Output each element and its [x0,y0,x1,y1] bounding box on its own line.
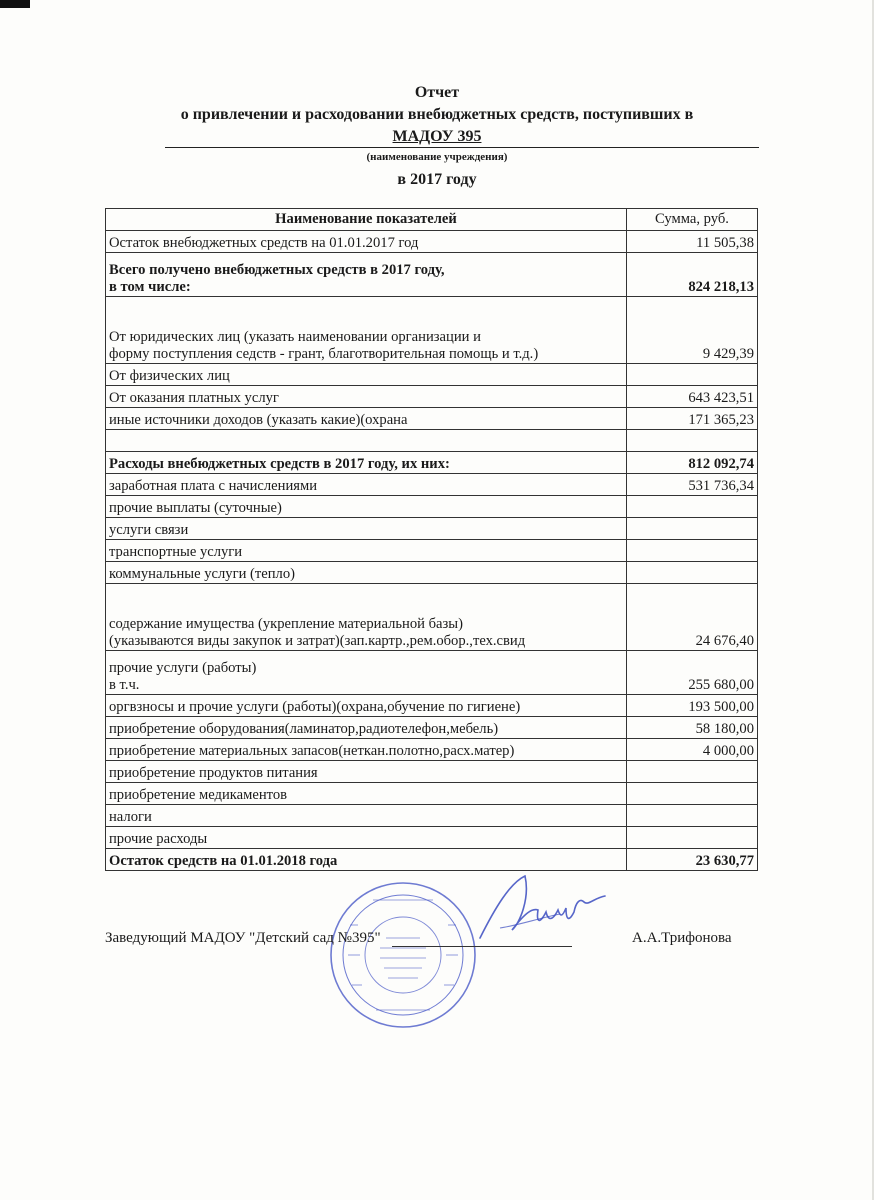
table-row [106,231,758,253]
row-label [106,717,627,739]
table-row [106,827,758,849]
row-amount: 4 000,00 [627,739,758,761]
row-label-line: в т.ч. [109,677,140,693]
row-label [106,452,627,474]
row-label-line: Остаток внебюджетных средств на 01.01.2017 год [109,235,419,251]
row-label [106,496,627,518]
row-amount: 193 500,00 [627,695,758,717]
table-row [106,452,758,474]
table-row [106,739,758,761]
row-label [106,695,627,717]
row-label-line: форму поступления седств - грант, благотворительная помощь и т.д.) [109,346,539,362]
row-label [106,253,627,297]
table-header-row [106,209,758,231]
row-label-line: приобретение материальных запасов(неткан.полотно,расх.матер) [109,743,515,759]
row-amount [627,430,758,452]
row-amount [627,364,758,386]
row-amount [627,518,758,540]
row-label-line: приобретение оборудования(ламинатор,радиотелефон,мебель) [109,721,499,737]
table-row [106,496,758,518]
signature-rule [392,946,572,947]
row-label [106,474,627,496]
handwritten-signature [470,868,610,948]
table-row [106,805,758,827]
row-label [106,408,627,430]
row-amount: 11 505,38 [627,231,758,253]
row-label-line: прочие услуги (работы) [109,660,257,676]
row-label-line: Всего получено внебюджетных средств в 2017 году, [109,262,445,278]
row-amount: 812 092,74 [627,452,758,474]
scan-mark [0,0,30,8]
table-row [106,717,758,739]
row-amount: 531 736,34 [627,474,758,496]
row-label-line: налоги [109,809,152,825]
table-row [106,364,758,386]
row-amount: 171 365,23 [627,408,758,430]
organization-name [0,128,874,146]
report-subtitle: о привлечении и расходовании внебюджетных средств, поступивших в [180,106,694,123]
table-row [106,849,758,871]
row-label [106,584,627,651]
row-label [106,827,627,849]
row-label-line: (указываются виды закупок и затрат)(зап.картр.,рем.обор.,тех.свид [109,633,526,649]
table-row [106,695,758,717]
table-row [106,761,758,783]
row-amount [627,562,758,584]
row-label [106,297,627,364]
table-row [106,540,758,562]
row-label-line: прочие расходы [109,831,208,847]
row-amount: 255 680,00 [627,651,758,695]
row-label [106,562,627,584]
row-label-line: приобретение продуктов питания [109,765,318,781]
table-row [106,518,758,540]
signatory-position: Заведующий МАДОУ "Детский сад №395" [105,930,381,946]
row-label-line: коммунальные услуги (тепло) [109,566,295,582]
row-label-line: приобретение медикаментов [109,787,288,803]
row-label-line: в том числе: [109,279,191,295]
row-label-line: От оказания платных услуг [109,390,279,406]
row-label [106,430,627,452]
row-label [106,540,627,562]
row-label [106,518,627,540]
row-label [106,761,627,783]
row-label-line: Расходы внебюджетных средств в 2017 году, их них: [109,456,450,472]
organization-name-text: МАДОУ 395 [392,128,482,145]
organization-note: (наименование учреждения) [366,151,508,163]
row-label [106,364,627,386]
official-stamp [328,880,478,1030]
row-amount: 24 676,40 [627,584,758,651]
row-amount [627,496,758,518]
signatory-name: А.А.Трифонова [632,930,732,946]
row-amount: 643 423,51 [627,386,758,408]
table-row [106,584,758,651]
row-label-line: От физических лиц [109,368,230,384]
row-label-line: От юридических лиц (указать наименовании организации и [109,329,481,345]
row-amount [627,761,758,783]
row-label-line: иные источники доходов (указать какие)(охрана [109,412,408,428]
col-header-name: Наименование показателей [106,209,627,231]
table-row [106,386,758,408]
row-label-line: оргвзносы и прочие услуги (работы)(охрана,обучение по гигиене) [109,699,521,715]
row-label [106,783,627,805]
row-amount: 58 180,00 [627,717,758,739]
report-table [105,208,758,871]
table-row [106,430,758,452]
table-row [106,408,758,430]
row-label-line: Остаток средств на 01.01.2018 года [109,853,338,869]
row-label-line: услуги связи [109,522,189,538]
report-period: в 2017 году [397,171,477,188]
row-label [106,386,627,408]
table-row [106,783,758,805]
table-row [106,253,758,297]
row-label [106,805,627,827]
row-label [106,739,627,761]
table-row [106,562,758,584]
row-label-line: содержание имущества (укрепление материальной базы) [109,616,463,632]
row-amount: 23 630,77 [627,849,758,871]
row-label [106,231,627,253]
row-label-line: заработная плата с начислениями [109,478,318,494]
row-amount [627,783,758,805]
row-amount: 824 218,13 [627,253,758,297]
table-row [106,297,758,364]
table-row [106,474,758,496]
row-amount [627,540,758,562]
organization-underline [165,147,759,148]
row-label-line: прочие выплаты (суточные) [109,500,282,516]
row-amount [627,805,758,827]
row-label [106,651,627,695]
table-row [106,651,758,695]
row-amount: 9 429,39 [627,297,758,364]
row-amount [627,827,758,849]
col-header-sum: Сумма, руб. [627,209,758,231]
row-label-line: транспортные услуги [109,544,243,560]
report-title: Отчет [414,84,460,101]
